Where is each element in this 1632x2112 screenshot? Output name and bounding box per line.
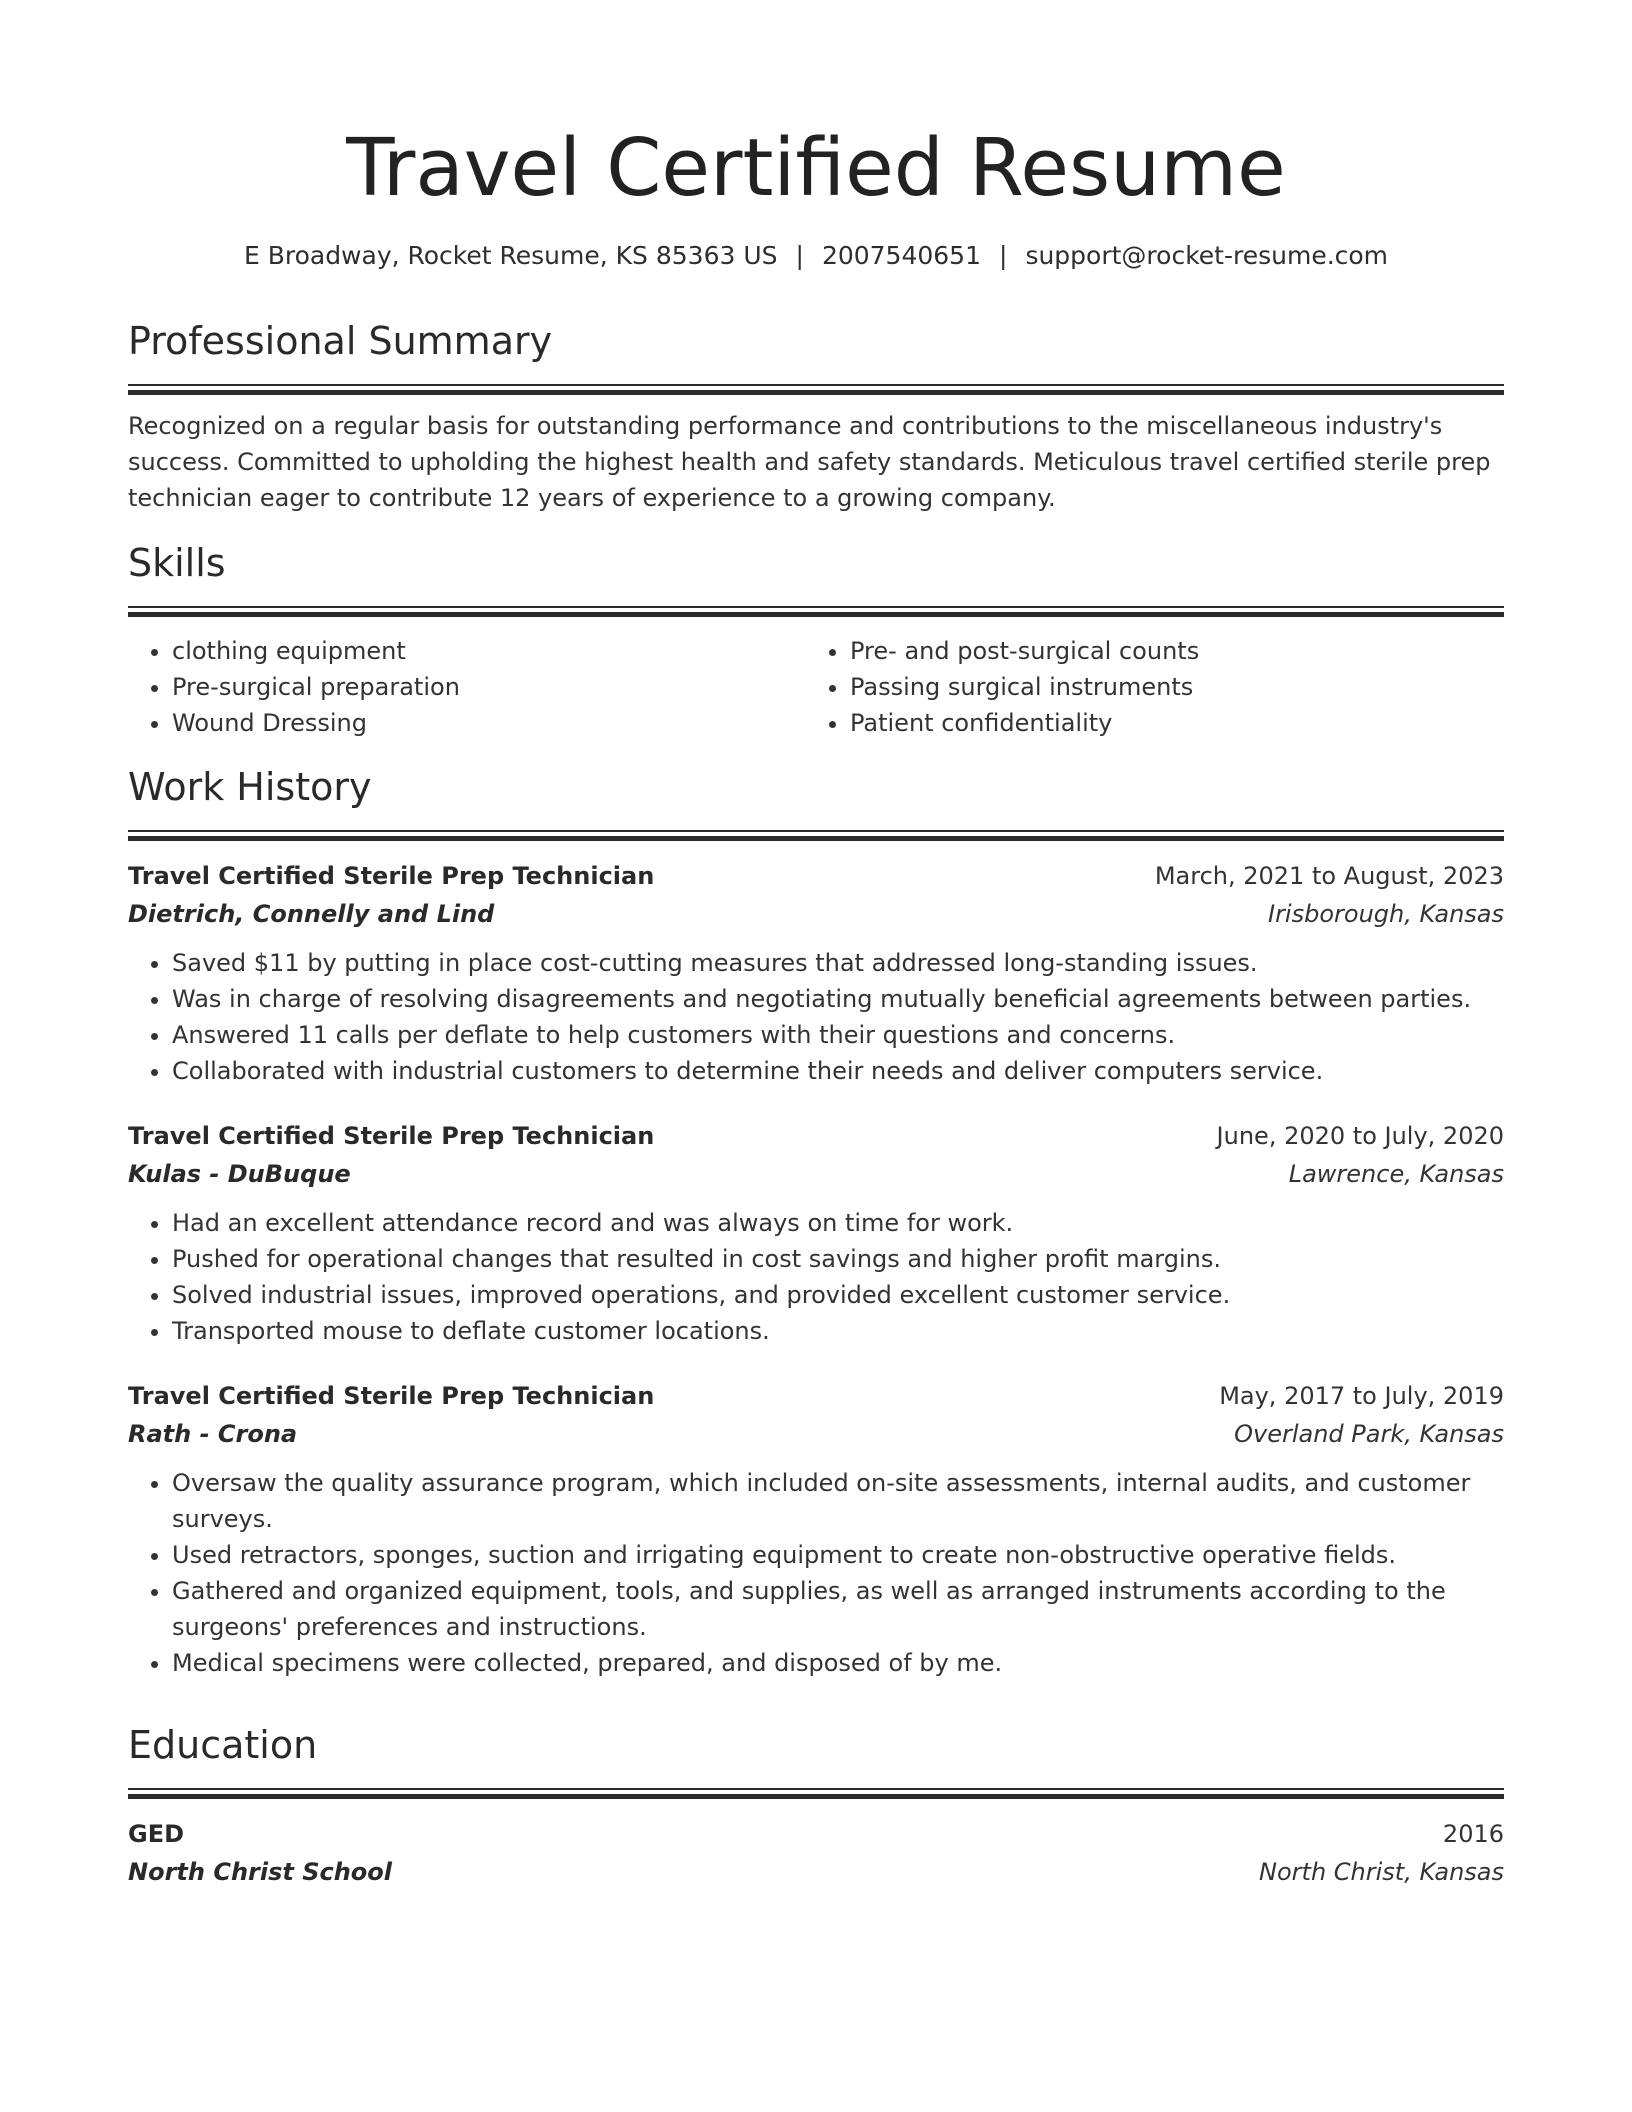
- job-dates: June, 2020 to July, 2020: [1216, 1122, 1504, 1150]
- work-history-heading: Work History: [128, 765, 372, 809]
- job-location: Irisborough, Kansas: [1267, 900, 1504, 928]
- education-location: North Christ, Kansas: [1259, 1858, 1504, 1886]
- job-duty: • Answered 11 calls per deflate to help customers with their questions and concerns.: [172, 1017, 1504, 1053]
- job-duty: • Was in charge of resolving disagreements and negotiating mutually beneficial agreements between parties.: [172, 981, 1504, 1017]
- job-entry: [128, 857, 1504, 1089]
- section-divider: [128, 1788, 1504, 1799]
- contact-separator: |: [999, 241, 1008, 270]
- job-entry: [128, 1377, 1504, 1681]
- contact-separator: |: [795, 241, 804, 270]
- job-dates: March, 2021 to August, 2023: [1154, 862, 1504, 890]
- skills-list: [128, 633, 1504, 741]
- job-duty: • Saved $11 by putting in place cost-cutting measures that addressed long-standing issues.: [172, 945, 1504, 981]
- skills-column-right: [806, 633, 1484, 741]
- job-duty: • Medical specimens were collected, prepared, and disposed of by me.: [172, 1645, 1504, 1681]
- resume-title: Travel Certified Resume: [346, 122, 1286, 214]
- education-section: [128, 1720, 1504, 1891]
- contact-line: [128, 238, 1504, 274]
- education-degree: GED: [128, 1820, 185, 1848]
- summary-section: [128, 316, 1504, 516]
- skills-section: [128, 538, 1504, 741]
- job-duties: [128, 1465, 1504, 1681]
- job-duties: [128, 1205, 1504, 1349]
- contact-phone: 2007540651: [821, 241, 981, 270]
- job-company: Rath - Crona: [128, 1420, 298, 1448]
- skill-item: • Pre- and post-surgical counts: [850, 633, 1484, 669]
- skill-item: • clothing equipment: [172, 633, 806, 669]
- job-company: Kulas - DuBuque: [128, 1160, 351, 1188]
- job-duty: • Transported mouse to deflate customer locations.: [172, 1313, 1504, 1349]
- skill-item: • Wound Dressing: [172, 705, 806, 741]
- job-company: Dietrich, Connelly and Lind: [128, 900, 495, 928]
- work-history-section: [128, 762, 1504, 1681]
- job-title: Travel Certified Sterile Prep Technician: [128, 1122, 655, 1150]
- contact-address: E Broadway, Rocket Resume, KS 85363 US: [243, 241, 778, 270]
- job-title: Travel Certified Sterile Prep Technician: [128, 1382, 655, 1410]
- skill-item: • Passing surgical instruments: [850, 669, 1484, 705]
- job-duty: • Collaborated with industrial customers to determine their needs and deliver computers service.: [172, 1053, 1504, 1089]
- skill-item: • Pre-surgical preparation: [172, 669, 806, 705]
- education-year: 2016: [1442, 1820, 1504, 1848]
- job-duties: [128, 945, 1504, 1089]
- section-divider: [128, 384, 1504, 395]
- job-duty: • Pushed for operational changes that resulted in cost savings and higher profit margins.: [172, 1241, 1504, 1277]
- skill-item: • Patient confidentiality: [850, 705, 1484, 741]
- summary-heading: Professional Summary: [128, 319, 553, 363]
- job-title: Travel Certified Sterile Prep Technician: [128, 862, 655, 890]
- job-duty: • Solved industrial issues, improved operations, and provided excellent customer service.: [172, 1277, 1504, 1313]
- section-divider: [128, 606, 1504, 617]
- skills-heading: Skills: [128, 541, 226, 585]
- education-school: North Christ School: [128, 1858, 392, 1886]
- skills-column-left: [128, 633, 806, 741]
- job-duty: • Used retractors, sponges, suction and irrigating equipment to create non-obstructive operative fields.: [172, 1537, 1504, 1573]
- job-duty: • Oversaw the quality assurance program, which included on-site assessments, internal audits, and customer surveys.: [172, 1465, 1504, 1537]
- section-divider: [128, 830, 1504, 841]
- job-entry: [128, 1117, 1504, 1349]
- education-entry: [128, 1815, 1504, 1891]
- job-location: Overland Park, Kansas: [1234, 1420, 1504, 1448]
- education-heading: Education: [128, 1723, 318, 1767]
- job-location: Lawrence, Kansas: [1288, 1160, 1504, 1188]
- summary-text: Recognized on a regular basis for outstanding performance and contributions to the miscellaneous industry's success. Committed to upholding the highest health and safety standards. Meticulous travel certified sterile prep technician eager to contribute 12 years of experience to a growing company.: [128, 412, 1491, 512]
- job-duty: • Had an excellent attendance record and was always on time for work.: [172, 1205, 1504, 1241]
- job-duty: • Gathered and organized equipment, tools, and supplies, as well as arranged instruments according to the surgeons' preferences and instructions.: [172, 1573, 1504, 1645]
- contact-email: support@rocket-resume.com: [1025, 241, 1389, 270]
- job-dates: May, 2017 to July, 2019: [1219, 1382, 1504, 1410]
